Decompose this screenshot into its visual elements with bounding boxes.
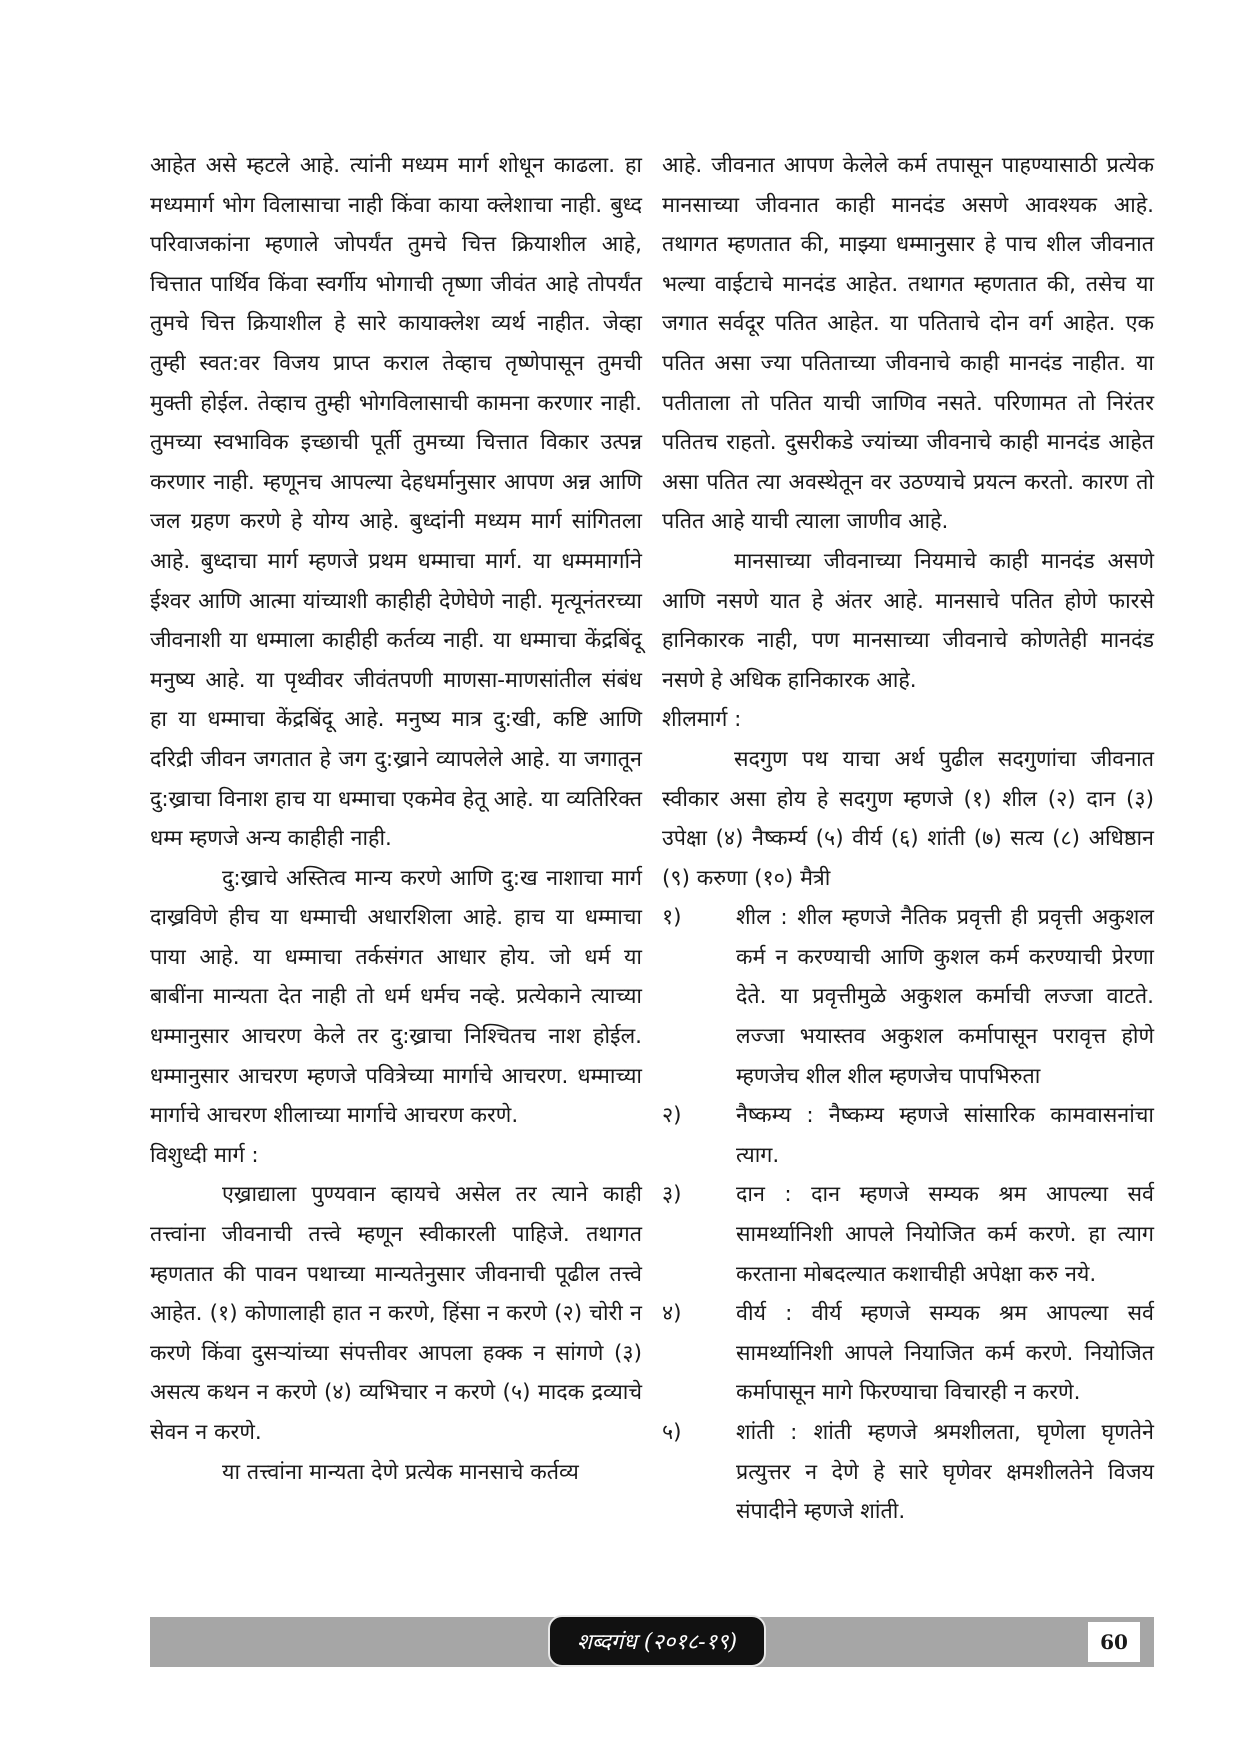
- list-text: वीर्य : वीर्य म्हणजे सम्यक श्रम आपल्या सर्व सामर्थ्यानिशी आपले नियाजित कर्म करणे. नियोजित कर्मापासून मागे फिरण्याचा विचारही न करणे.: [736, 1301, 1154, 1406]
- right-column: [662, 146, 1154, 1532]
- list-text: शांती : शांती म्हणजे श्रमशीलता, घृणेला घृणतेने प्रत्युत्तर न देणे हे सारे घृणेवर क्षमशीलतेने विजय संपादीने म्हणजे शांती.: [736, 1420, 1154, 1525]
- paragraph: आहे. जीवनात आपण केलेले कर्म तपासून पाहण्यासाठी प्रत्येक मानसाच्या जीवनात काही मानदंड असणे आवश्यक आहे. तथागत म्हणतात की, माझ्या धम्मानुसार हे पाच शील जीवनात भल्या वाईटाचे मानदंड आहेत. तथागत म्हणतात की, तसेच या जगात सर्वदूर पतित आहेत. या पतिताचे दोन वर्ग आहेत. एक पतित असा ज्या पतिताच्या जीवनाचे काही मानदंड नाहीत. या पतीताला तो पतित याची जाणिव नसते. परिणामत तो निरंतर पतितच राहतो. दुसरीकडे ज्यांच्या जीवनाचे काही मानदंड आहेत असा पतित त्या अवस्थेतून वर उठण्याचे प्रयत्न करतो. कारण तो पतित आहे याची त्याला जाणीव आहे.: [662, 153, 1154, 535]
- list-number: ४): [662, 1301, 682, 1327]
- list-text: शील : शील म्हणजे नैतिक प्रवृत्ती ही प्रवृत्ती अकुशल कर्म न करण्याची आणि कुशल कर्म करण्याची प्रेरणा देते. या प्रवृत्तीमुळे अकुशल कर्माची लज्जा वाटते. लज्जा भयास्तव अकुशल कर्मापासून परावृत्त होणे म्हणजेच शील शील म्हणजेच पापभिरुता: [736, 905, 1154, 1089]
- page-footer: [150, 1617, 1154, 1667]
- list-number: ५): [662, 1420, 682, 1445]
- list-item: [662, 1175, 1154, 1294]
- section-heading: विशुध्दी मार्ग :: [150, 1142, 259, 1168]
- paragraph: एख्राद्याला पुण्यवान व्हायचे असेल तर त्याने काही तत्त्वांना जीवनाची तत्त्वे म्हणून स्वीकारली पाहिजे. तथागत म्हणतात की पावन पथाच्या मान्यतेनुसार जीवनाची पूढील तत्त्वे आहेत. (१) कोणालाही हात न करणे, हिंसा न करणे (२) चोरी न करणे किंवा दुसऱ्यांच्या संपत्तीवर आपला हक्क न सांगणे (३) असत्य कथन न करणे (४) व्यभिचार न करणे (५) मादक द्रव्याचे सेवन न करणे.: [150, 1182, 642, 1445]
- paragraph: आहेत असे म्हटले आहे. त्यांनी मध्यम मार्ग शोधून काढला. हा मध्यमार्ग भोग विलासाचा नाही किंवा काया क्लेशाचा नाही. बुध्द परिवाजकांना म्हणाले जोपर्यंत तुमचे चित्त क्रियाशील आहे, चित्तात पार्थिव किंवा स्वर्गीय भोगाची तृष्णा जीवंत आहे तोपर्यंत तुमचे चित्त क्रियाशील हे सारे कायाक्लेश व्यर्थ नाहीत. जेव्हा तुम्ही स्वत:वर विजय प्राप्त कराल तेव्हाच तृष्णेपासून तुमची मुक्ती होईल. तेव्हाच तुम्ही भोगविलासाची कामना करणार नाही. तुमच्या स्वभाविक इच्छाची पूर्ती तुमच्या चित्तात विकार उत्पन्न करणार नाही. म्हणूनच आपल्या देहधर्मानुसार आपण अन्न आणि जल ग्रहण करणे हे योग्य आहे. बुध्दांनी मध्यम मार्ग सांगितला आहे. बुध्दाचा मार्ग म्हणजे प्रथम धम्माचा मार्ग. या धम्ममार्गाने ईश्वर आणि आत्मा यांच्याशी काहीही देणेघेणे नाही. मृत्यूनंतरच्या जीवनाशी या धम्माला काहीही कर्तव्य नाही. या धम्माचा केंद्रबिंदू मनुष्य आहे. या पृथ्वीवर जीवंतपणी माणसा-माणसांतील संबंध हा या धम्माचा केंद्रबिंदू आहे. मनुष्य मात्र दु:खी, कष्टि आणि दरिद्री जीवन जगतात हे जग दु:ख्राने व्यापलेले आहे. या जगातून दु:ख्राचा विनाश हाच या धम्माचा एकमेव हेतू आहे. या व्यतिरिक्त धम्म म्हणजे अन्य काहीही नाही.: [150, 153, 642, 852]
- list-item: [662, 1096, 1154, 1175]
- list-item: [662, 1294, 1154, 1413]
- list-item: [662, 898, 1154, 1096]
- list-item: [662, 1413, 1154, 1532]
- page-number: 60: [1088, 1622, 1140, 1662]
- paragraph: सदगुण पथ याचा अर्थ पुढील सदगुणांचा जीवनात स्वीकार असा होय हे सदगुण म्हणजे (१) शील (२) दान (३) उपेक्षा (४) नैष्कर्म्य (५) वीर्य (६) शांती (७) सत्य (८) अधिष्ठान (९) करुणा (१०) मैत्री: [662, 746, 1154, 891]
- left-column: [150, 146, 642, 1492]
- paragraph: दु:ख्राचे अस्तित्व मान्य करणे आणि दु:ख नाशाचा मार्ग दाख्रविणे हीच या धम्माची अधारशिला आहे. हाच या धम्माचा पाया आहे. या धम्माचा तर्कसंगत आधार होय. जो धर्म या बाबींना मान्यता देत नाही तो धर्म धर्मच नव्हे. प्रत्येकाने त्याच्या धम्मानुसार आचरण केले तर दु:ख्राचा निश्चितच नाश होईल. धम्मानुसार आचरण म्हणजे पवित्रेच्या मार्गाचे आचरण. धम्माच्या मार्गाचे आचरण शीलाच्या मार्गाचे आचरण करणे.: [150, 865, 642, 1129]
- paragraph: या तत्त्वांना मान्यता देणे प्रत्येक मानसाचे कर्तव्य: [222, 1459, 579, 1485]
- journal-title: शब्दगंध (२०१८-१९): [548, 1615, 766, 1667]
- section-heading: शीलमार्ग :: [662, 707, 742, 733]
- paragraph: मानसाच्या जीवनाच्या नियमाचे काही मानदंड असणे आणि नसणे यात हे अंतर आहे. मानसाचे पतित होणे फारसे हानिकारक नाही, पण मानसाच्या जीवनाचे कोणतेही मानदंड नसणे हे अधिक हानिकारक आहे.: [662, 548, 1154, 693]
- list-text: दान : दान म्हणजे सम्यक श्रम आपल्या सर्व सामर्थ्यानिशी आपले नियोजित कर्म करणे. हा त्याग करताना मोबदल्यात कशाचीही अपेक्षा करु नये.: [736, 1182, 1154, 1287]
- list-number: ३): [662, 1182, 682, 1208]
- list-number: २): [662, 1103, 682, 1129]
- list-number: १): [662, 905, 682, 931]
- list-text: नैष्कम्य : नैष्कम्य म्हणजे सांसारिक कामवासनांचा त्याग.: [736, 1103, 1154, 1168]
